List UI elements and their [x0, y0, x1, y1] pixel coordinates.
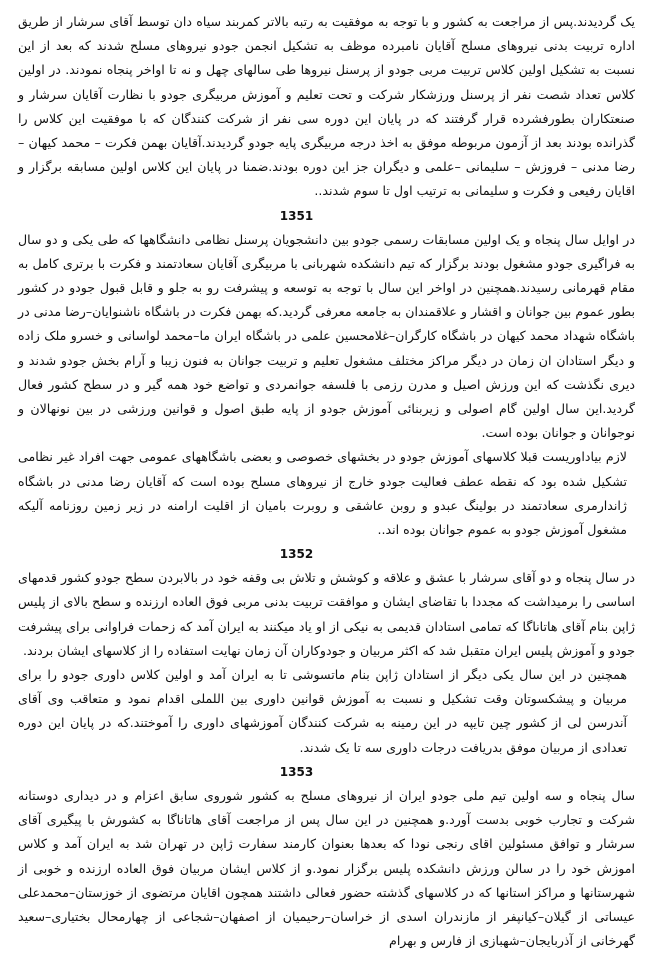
body-paragraph: در اوایل سال پنجاه و یک اولین مسابقات رسمی جودو بین دانشجویان پرسنل نظامی دانشگاهها که طی یکی و دو سال به فراگیری جودو مشغول بودند برگزار که تیم دانشکده شهربانی با مربیگری آقایان سعادتمند و فکرت با برتری کامل به مقام قهرمانی رسیدند.همچنین در اواخر این سال با توجه به توسعه و پیشرفت رو به جلو و قابل قبول جودو در کشور بطور عموم بین جوانان و اقشار و علاقمندان به جامعه معرفی گردید.که بهمن فکرت در باشگاه ناشنوایان–رضا مدنی در باشگاه شهداد محمد کیهان در باشگاه کارگران–غلامحسین علمی در باشگاه ایران ما–محمد لواسانی و خسرو ملک زاده و دیگر استادان ان زمان در دیگر مراکز مختلف مشغول تعلیم و تربیت جوانان به فنون زیبا و آرام بخش جودو شدند و دیری نگذشت که این ورزش اصیل و مدرن رزمی با فلسفه جوانمردی و تواضع خود همه گیر و در سطح کشور فعال گردید.این سال اولین گام اصولی و زیربنائی آموزش جودو از پایه طبق اصول و قوانین ورزشی در بین نونهالان و نوجوانان و جوانان بوده است. — [18, 231, 635, 441]
body-paragraph: در سال پنجاه و دو آقای سرشار با عشق و علاقه و کوشش و تلاش بی وقفه خود در بالابردن سطح جودو کشور قدمهای اساسی را برمیداشت که مجددا با تقاضای ایشان و موافقت تربیت بدنی مربی فوق العاده ارزنده و سطح بالای از پلیس ژاپن بنام آقای هاتاناگا که تمامی استادان قدیمی به نیکی از او یاد میکنند به ایران آمد که زحمات فراوانی برای پیشرفت جودو و آموزش پلیس ایران متقبل شد که اکثر مربیان و جودوکاران آن زمان نهایت استفاده را از کلاسهای ایشان بردند. — [18, 570, 635, 658]
year-heading: 1352 — [279, 547, 314, 562]
body-paragraph: لازم بیاداوریست قبلا کلاسهای آموزش جودو در بخشهای خصوصی و بعضی باشگاههای عمومی جهت افراد غیر نظامی تشکیل شده بود که نقطه عطف فعالیت جودو خارج از نیروهای مسلح بوده است که آقایان رضا مدنی در باشگاه ژاندارمری سعادتمند در بولینگ عبدو و روبن عاشقی و روبرت بامیان از اقلیت ارامنه در زیر زمین روزنامه آلیکه مشغول آموزش جودو به عموم جوانان بوده اند.. — [18, 449, 627, 538]
year-heading: 1351 — [279, 208, 314, 223]
year-heading: 1353 — [279, 764, 314, 779]
body-paragraph: همچنین در این سال یکی دیگر از استادان ژاپن بنام ماتسوشی تا به ایران آمد و اولین کلاس داوری جودو را برای مربیان و پیشکسوتان وقت تشکیل و نسبت به آموزش قوانین داوری بین اللملی اقدام نمود و متعاقب وی آقای آندرسن لی از کشور چین تایپه در این رمینه به شرکت کنندگان آموزشهای داوری را آموختند.که در پایان این دوره تعدادی از مربیان موفق بدریافت درجات داوری سه تا یک شدند. — [18, 667, 627, 755]
body-paragraph: سال پنجاه و سه اولین تیم ملی جودو ایران از نیروهای مسلح به کشور شوروی سابق اعزام و در دیداری دوستانه شرکت و تجارب خوبی بدست آورد.و همچنین در این سال پس از مراجعت آقای هاتاناگا به کشورش با پیگیری آقای سرشار و توافق مسئولین اقای رنجی نودا که بعدها بعنوان کارمند سفارت ژاپن در تهران شد به ایران آمد و کلاس اموزش خود را در سالن ورزش دانشکده پلیس برگزار نمود.و از کلاس ایشان مربیان فوق العاده ارزنده و خوبی از شهرستانها و مراکز استانها که در کلاسهای گذشته حضور فعالی داشتند همچون اقایان مرتضوی از خوزستان–محمدعلی عیساتی از گیلان–کیانپفر از مازندران اسدی از خراسان–رحیمیان از اصفهان–شجاعی از چهارمحال بختیاری–سعید گهرخانی از آذربایجان–شهبازی از فارس و بهرام — [18, 787, 635, 949]
body-paragraph: یک گردیدند.پس از مراجعت به کشور و با توجه به موفقیت به رتبه بالاتر کمربند سیاه دان توسط آقای سرشار از طریق اداره تربیت بدنی نیروهای مسلح آقایان نامبرده موظف به تشکیل انجمن جودو نیروهای مسلح شدند که بعد از این نسبت به تشکیل اولین کلاس تربیت مربی جودو از پرسنل نیروها طی سالهای چهل و نه تا اواخر پنجاه نمودند. در اولین کلاس تعداد شصت نفر از پرسنل ورزشکار شرکت و تحت تعلیم و آموزش مربیگری جودو با نظارت آقایان سرشار و صنعتکاران بطورفشرده قرار گرفتند که در پایان این دوره سی نفر از شرکت کنندگان که با موفقیت این کلاس را گذرانده بودند بعد از آزمون مربوطه موفق به اخذ درجه مربیگری پایه جودو گردیدند.آقایان بهمن فکرت – محمد کیهان – رضا مدنی – فروزش – سلیمانی –علمی و دیگران جز این دوره بودند.ضمنا در پایان این کلاس اولین مسابقه برگزار و اقایان رفیعی و فکرت و سلیمانی به ترتیب اول تا سوم شدند.. — [18, 14, 635, 199]
